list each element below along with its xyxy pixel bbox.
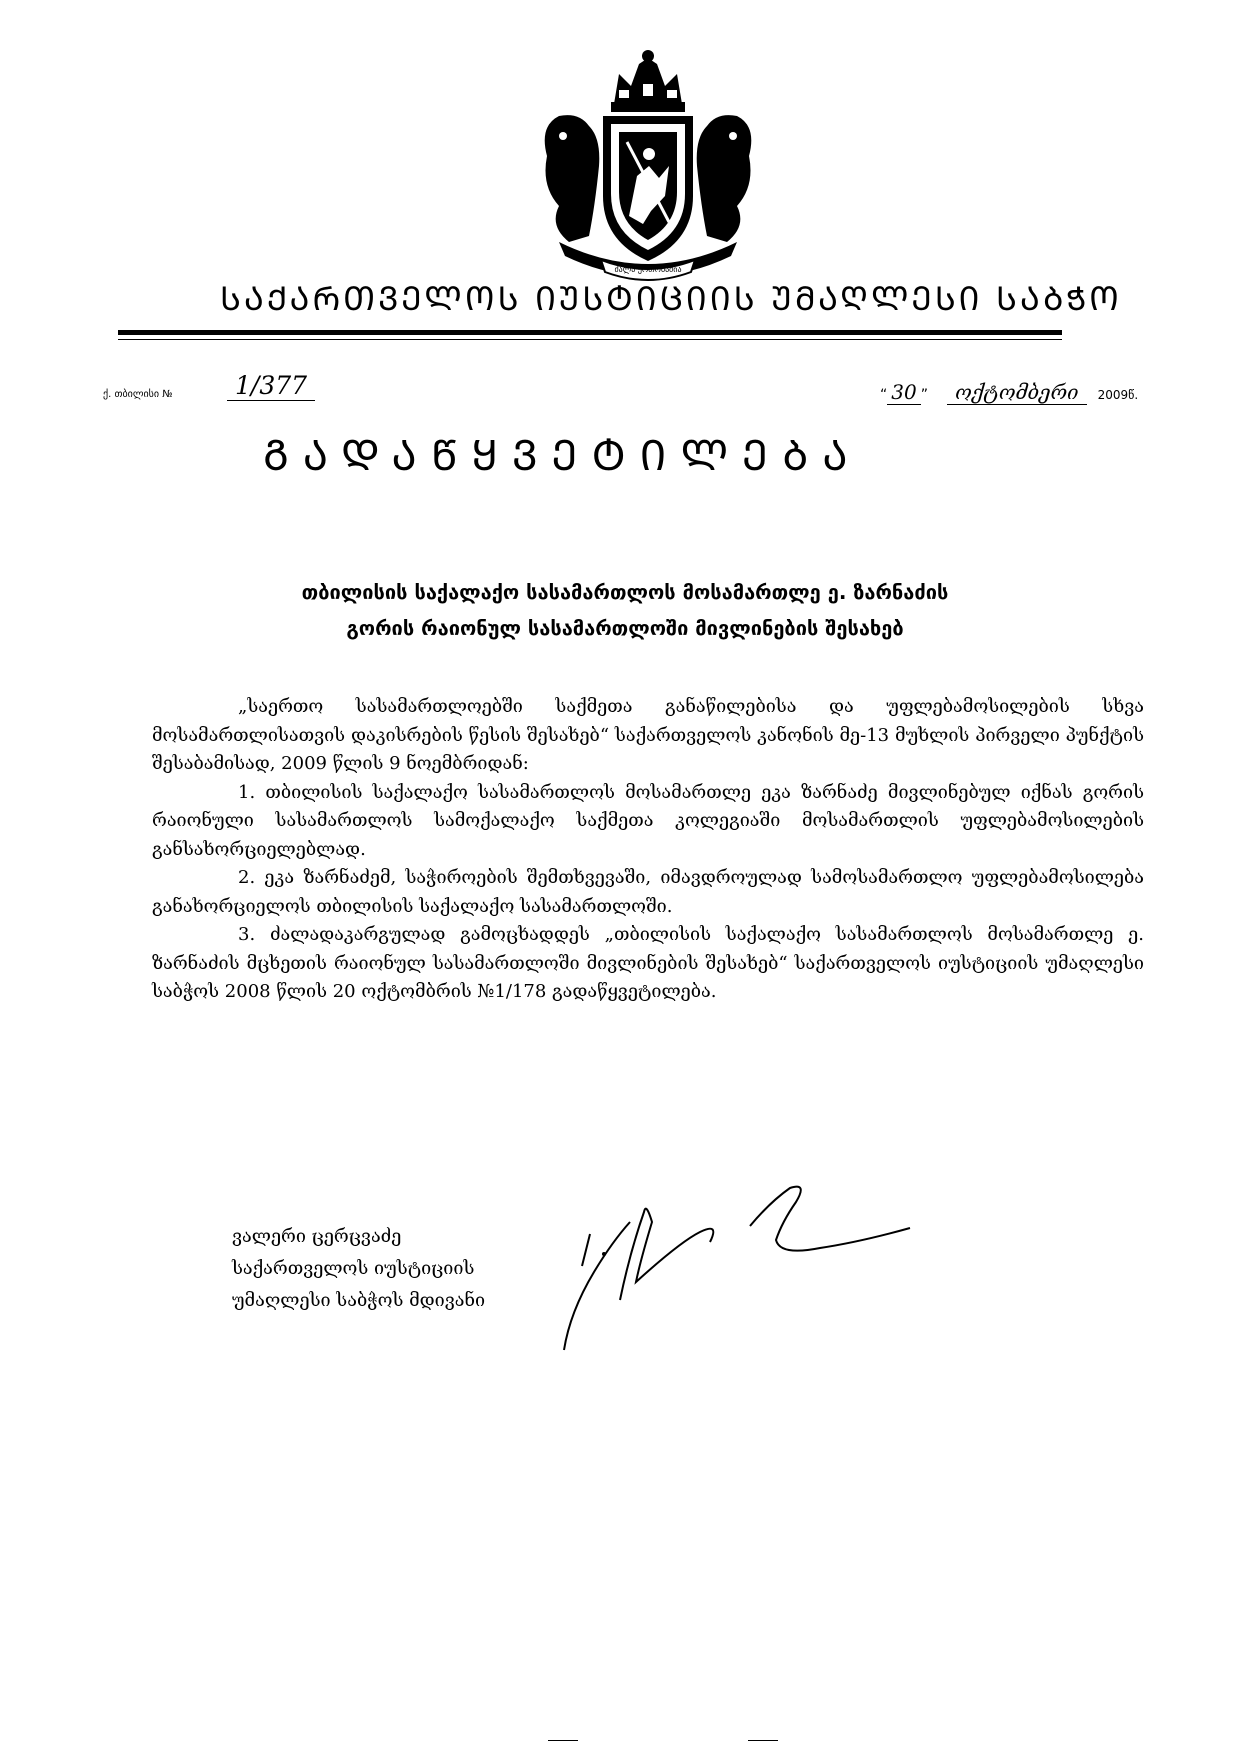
- document-number-label: ქ. თბილისი №: [103, 389, 173, 400]
- date-day: 30: [887, 380, 920, 405]
- header-rule-thin: [118, 339, 1062, 340]
- signer-role-line-1: საქართველოს იუსტიციის: [232, 1258, 475, 1279]
- footer-mark-left: [548, 1740, 578, 1741]
- body-paragraph-3: 3. ძალადაკარგულად გამოცხადდეს „თბილისის საქალაქო სასამართლოს მოსამართლე ე. ზარნაძის მცხეთის რაიონულ სასამართლოში მივლინების შესახებ“ საქართველოს იუსტიციის უმაღლესი საბჭოს 2008 წლის 20 ოქტომბრის №1/178 გადაწყვეტილება.: [152, 924, 1144, 1002]
- subject-line-1: თბილისის საქალაქო სასამართლოს მოსამართლე ე. ზარნაძის: [301, 580, 949, 604]
- coat-of-arms-emblem: [519, 46, 777, 286]
- document-body: [152, 693, 1144, 1007]
- document-number-value: 1/377: [227, 372, 315, 401]
- signer-name: ვალერი ცერცვაძე: [232, 1226, 402, 1247]
- date-year: 2009წ.: [1097, 388, 1139, 402]
- motto-text: ძალა ერთობაშია: [614, 265, 682, 274]
- subject-line-2: გორის რაიონულ სასამართლოში მივლინების შესახებ: [346, 616, 904, 640]
- body-paragraph-preamble: „საერთო სასამართლოებში საქმეთა განაწილებისა და უფლებამოსილების სხვა მოსამართლისათვის დაკისრების წესის შესახებ“ საქართველოს კანონის მე-13 მუხლის პირველი პუნქტის შესაბამისად, 2009 წლის 9 ნოემბრიდან:: [152, 696, 1144, 774]
- signer-role-line-2: უმაღლესი საბჭოს მდივანი: [232, 1290, 486, 1311]
- document-title: ᲒᲐᲓᲐᲬᲧᲕᲔᲢᲘᲚᲔᲑᲐ: [263, 431, 862, 480]
- header-rule-thick: [118, 330, 1062, 335]
- organization-name: ᲡᲐᲥᲐᲠᲗᲕᲔᲚᲝᲡ ᲘᲣᲡᲢᲘᲪᲘᲘᲡ ᲣᲛᲐᲦᲚᲔᲡᲘ ᲡᲐᲑᲭᲝ: [220, 279, 1122, 318]
- footer-mark-right: [748, 1740, 778, 1741]
- signer-block: [232, 1221, 562, 1317]
- body-paragraph-1: 1. თბილისის საქალაქო სასამართლოს მოსამართლე ეკა ზარნაძე მივლინებულ იქნას გორის რაიონული სასამართლოს სამოქალაქო საქმეთა კოლეგიაში მოსამართლის უფლებამოსილების განსახორციელებლად.: [152, 781, 1144, 860]
- date-month: ოქტომბერი: [947, 380, 1086, 405]
- handwritten-signature: [560, 1182, 960, 1352]
- body-paragraph-2: 2. ეკა ზარნაძემ, საჭიროების შემთხვევაში, იმავდროულად სამოსამართლო უფლებამოსილება განახორციელოს თბილისის საქალაქო სასამართლოში.: [152, 867, 1144, 917]
- document-subject: [150, 574, 1100, 646]
- document-date: “ 30 ” ოქტომბერი 2009წ.: [880, 380, 1139, 404]
